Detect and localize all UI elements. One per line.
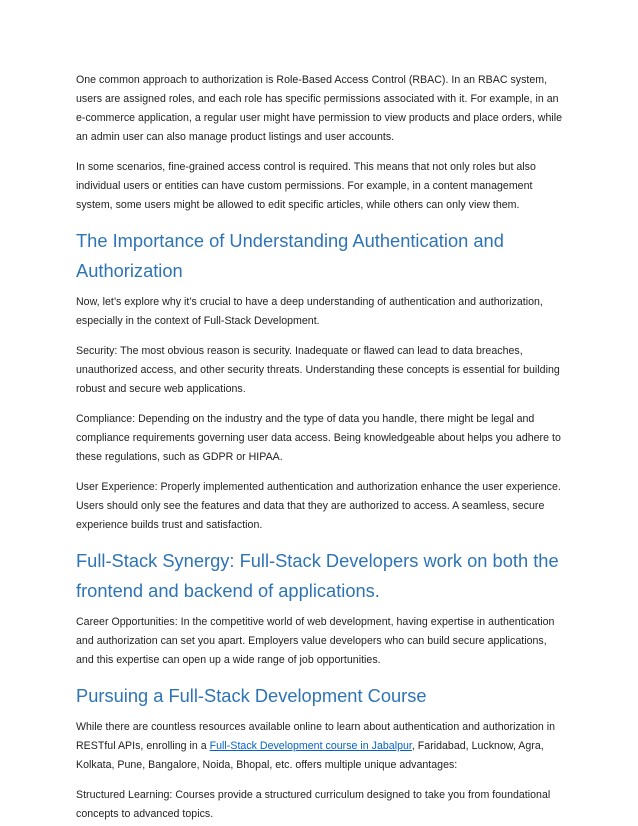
paragraph-security: Security: The most obvious reason is security. Inadequate or flawed can lead to data breaches, unauthorized access, and other security threats. Understanding these concepts is essential for building robust and secure web applications. <box>76 345 560 395</box>
paragraph-structured-learning: Structured Learning: Courses provide a structured curriculum designed to take you from foundational concepts to advanced topics. <box>76 789 551 820</box>
heading-pursuing-course: Pursuing a Full-Stack Development Course <box>76 685 427 706</box>
paragraph-career: Career Opportunities: In the competitive world of web development, having expertise in authentication and authorization can set you apart. Employers value developers who can build secure applications, and this expertise can open up a wide range of job opportunities. <box>76 616 555 666</box>
heading-importance: The Importance of Understanding Authentication and Authorization <box>76 230 504 281</box>
paragraph-resources <box>76 718 566 775</box>
paragraph-rbac: One common approach to authorization is Role-Based Access Control (RBAC). In an RBAC system, users are assigned roles, and each role has specific permissions associated with it. For example, in an e-commerce application, a regular user might have permission to view products and place orders, while an admin user can also manage product listings and user accounts. <box>76 74 563 143</box>
paragraph-compliance: Compliance: Depending on the industry and the type of data you handle, there might be legal and compliance requirements governing user data access. Being knowledgeable about helps you adhere to these regulations, such as GDPR or HIPAA. <box>76 413 561 463</box>
paragraph-intro: Now, let’s explore why it’s crucial to have a deep understanding of authentication and authorization, especially in the context of Full-Stack Development. <box>76 296 543 327</box>
paragraph-fine-grained: In some scenarios, fine-grained access control is required. This means that not only roles but also individual users or entities can have custom permissions. For example, in a content management system, some users might be allowed to edit specific articles, while others can only view them. <box>76 161 536 211</box>
paragraph-resources-after: , Faridabad, Lucknow, Agra, Kolkata, Pune, Bangalore, Noida, Bhopal, etc. offers multiple unique advantages: <box>76 740 544 771</box>
heading-full-stack-synergy: Full-Stack Synergy: Full-Stack Developers work on both the frontend and backend of applications. <box>76 550 559 601</box>
course-link[interactable]: Full-Stack Development course in Jabalpur <box>209 740 412 752</box>
paragraph-resources-before: While there are countless resources available online to learn about authentication and authorization in RESTful APIs, enrolling in a <box>76 721 556 752</box>
paragraph-user-experience: User Experience: Properly implemented authentication and authorization enhance the user experience. Users should only see the features and data that they are authorized to access. A seamless, secure experience builds trust and satisfaction. <box>76 481 561 531</box>
